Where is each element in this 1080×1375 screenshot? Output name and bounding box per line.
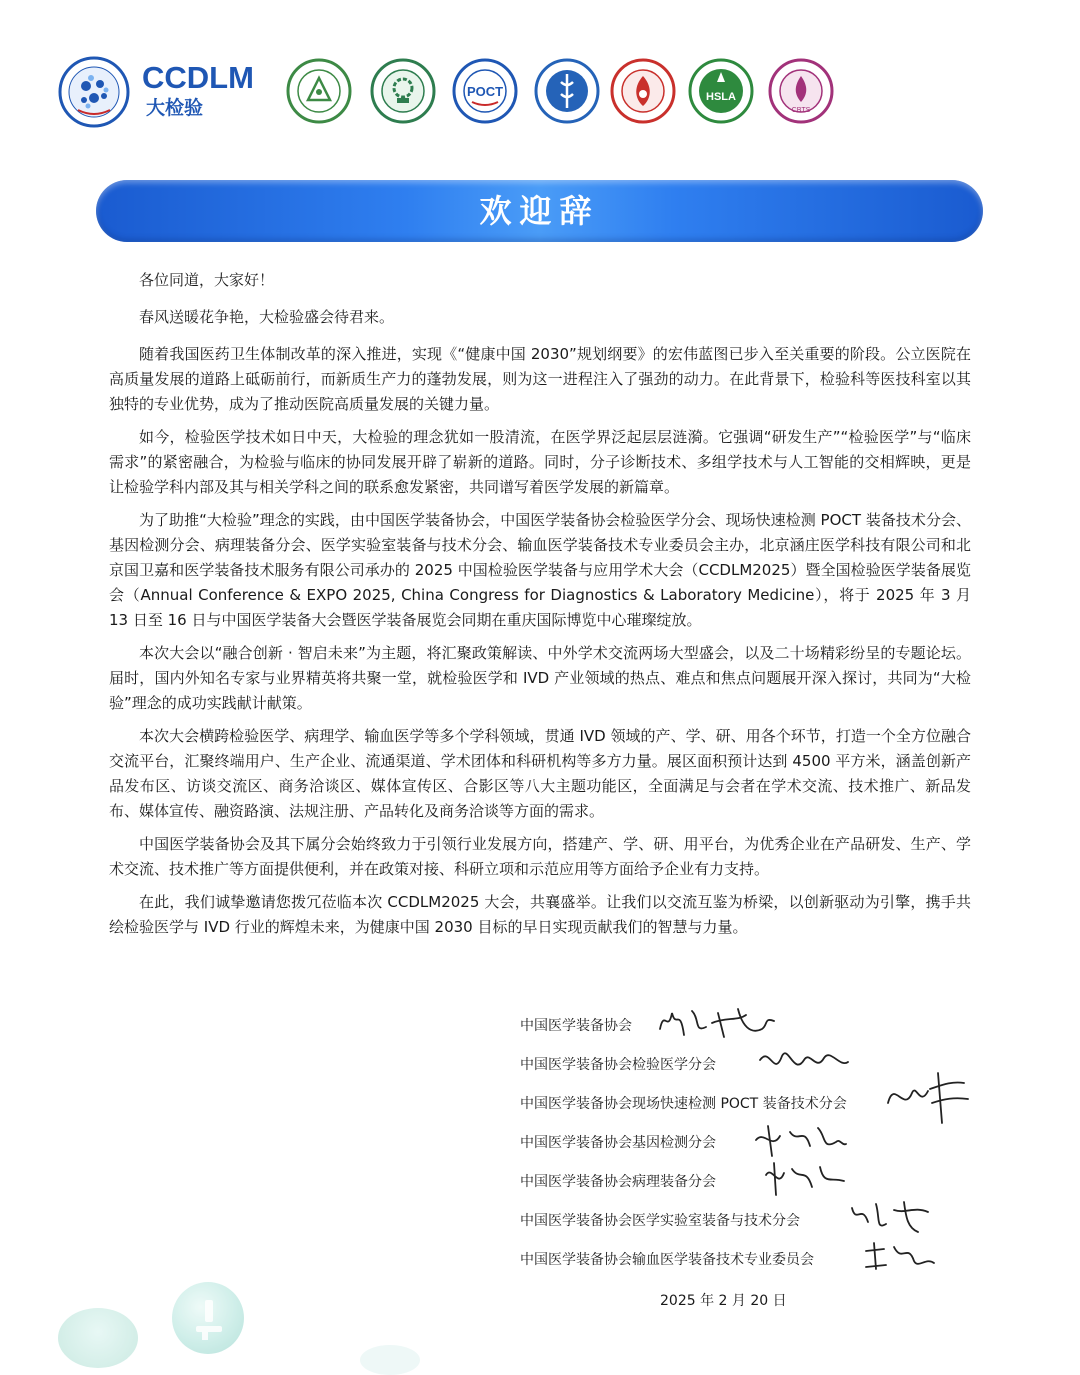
signatory-org: 中国医学装备协会输血医学装备技术专业委员会 [520, 1252, 814, 1268]
handwritten-signature-icon [760, 1155, 850, 1199]
camde-seal-icon [286, 58, 352, 124]
svg-text:HSLA: HSLA [706, 91, 736, 103]
decorative-bubble [58, 1308, 138, 1368]
transfusion-seal-icon [768, 58, 834, 124]
banner-title: 欢迎辞 [479, 192, 600, 230]
letter-paragraph: 在此，我们诚挚邀请您拨冗莅临本次 CCDLM2025 大会，共襄盛举。让我们以交流互鉴为桥梁，以创新驱动为引擎，携手共绘检验医学与 IVD 行业的辉煌未来，为健康中国 2030 目标的早日实现贡献我们的智慧与力量。 [109, 893, 971, 936]
signatory-org: 中国医学装备协会医学实验室装备与技术分会 [520, 1213, 800, 1229]
decorative-microscope-bubble [172, 1282, 244, 1354]
signatory-org: 中国医学装备协会 [520, 1018, 632, 1034]
letter-greeting: 各位同道，大家好！ [139, 271, 275, 289]
signatory-org: 中国医学装备协会病理装备分会 [520, 1174, 716, 1190]
signatory-row [520, 1247, 1000, 1286]
letter-date: 2025 年 2 月 20 日 [660, 1293, 787, 1309]
signatory-org: 中国医学装备协会现场快速检测 POCT 装备技术分会 [520, 1096, 847, 1112]
hsla-seal-icon [688, 58, 754, 124]
brand-wordmark [142, 60, 254, 120]
svg-text:CBTS: CBTS [791, 107, 811, 114]
welcome-banner [96, 180, 983, 242]
letter-body [109, 268, 971, 948]
letter-paragraph: 为了助推“大检验”理念的实践，由中国医学装备协会，中国医学装备协会检验医学分会、现场快速检测 POCT 装备技术分会、基因检测分会、病理装备分会、医学实验室装备与技术分会、输血医学装备技术专业委员会主办，北京涵庄医学科技有限公司和北京国卫嘉和医学装备技术服务有限公司承办的 2025 中国检验医学装备与应用学术大会（CCDLM2025）暨全国检验医学装备展览会（Annual Conference & EXPO 2025, China Congress for Diagnostics & Laboratory Medicine），将于 2025 年 3 月 13 日至 16 日与中国医学装备大会暨医学装备展览会同期在重庆国际博览中心璀璨绽放。 [109, 511, 971, 629]
letter-paragraph: 如今，检验医学技术如日中天，大检验的理念犹如一股清流，在医学界泛起层层涟漪。它强调“研发生产”“检验医学”与“临床需求”的紧密融合，为检验与临床的协同发展开辟了崭新的道路。同时，分子诊断技术、多组学技术与人工智能的交相辉映，更是让检验学科内部及其与相关学科之间的联系愈发紧密，共同谱写着医学发展的新篇章。 [109, 428, 971, 496]
letter-paragraph: 本次大会横跨检验医学、病理学、输血医学等多个学科领域，贯通 IVD 领域的产、学、研、用各个环节，打造一个全方位融合交流平台，汇聚终端用户、生产企业、流通渠道、学术团体和科研机构等多方力量。展区面积预计达到 4500 平方米，涵盖创新产品发布区、访谈交流区、商务洽谈区、媒体宣传区、合影区等八大主题功能区，全面满足与会者在学术交流、技术推广、新品发布、媒体宣传、融资路演、法规注册、产品转化及商务洽谈等方面的需求。 [109, 727, 971, 820]
decorative-bubble [360, 1345, 420, 1375]
brand-name-cn: 大检验 [146, 97, 204, 119]
handwritten-signature-icon [860, 1233, 940, 1277]
handwritten-signature-icon [754, 1038, 854, 1082]
handwritten-signature-icon [880, 1063, 975, 1129]
header-logo-row [58, 52, 848, 132]
signatory-org: 中国医学装备协会基因检测分会 [520, 1135, 716, 1151]
ccdlm-emblem-icon [58, 56, 130, 128]
letter-paragraph: 本次大会以“融合创新 · 智启未来”为主题，将汇聚政策解读、中外学术交流两场大型盛会，以及二十场精彩纷呈的专题论坛。届时，国内外知名专家与业界精英将共聚一堂，就检验医学和 IVD 产业领域的热点、难点和焦点问题展开深入探讨，共同为“大检验”理念的成功实践献计献策。 [109, 644, 971, 712]
letter-paragraph: 中国医学装备协会及其下属分会始终致力于引领行业发展方向，搭建产、学、研、用平台，为优秀企业在产品研发、生产、学术交流、技术推广等方面提供便利，并在政策对接、科研立项和示范应用等方面给予企业有力支持。 [109, 835, 971, 878]
microscope-icon [172, 1282, 244, 1354]
signatory-org: 中国医学装备协会检验医学分会 [520, 1057, 716, 1073]
handwritten-signature-icon [750, 1116, 850, 1160]
signatory-list [520, 1013, 1000, 1286]
letter-opening: 春风送暖花争艳，大检验盛会待君来。 [139, 308, 395, 326]
handwritten-signature-icon [846, 1194, 936, 1238]
gene-testing-seal-icon [534, 58, 600, 124]
handwritten-signature-icon [654, 999, 784, 1043]
letter-paragraph: 随着我国医药卫生体制改革的深入推进，实现《“健康中国 2030”规划纲要》的宏伟蓝图已步入至关重要的阶段。公立医院在高质量发展的道路上砥砺前行，而新质生产力的蓬勃发展，则为这一进程注入了强劲的动力。在此背景下，检验科等医技科室以其独特的专业优势，成为了推动医院高质量发展的关键力量。 [109, 345, 971, 413]
brand-name-en: CCDLM [142, 60, 254, 95]
poct-seal-icon [452, 58, 518, 124]
pathology-seal-icon [610, 58, 676, 124]
lab-medicine-seal-icon [370, 58, 436, 124]
svg-text:POCT: POCT [466, 84, 504, 99]
